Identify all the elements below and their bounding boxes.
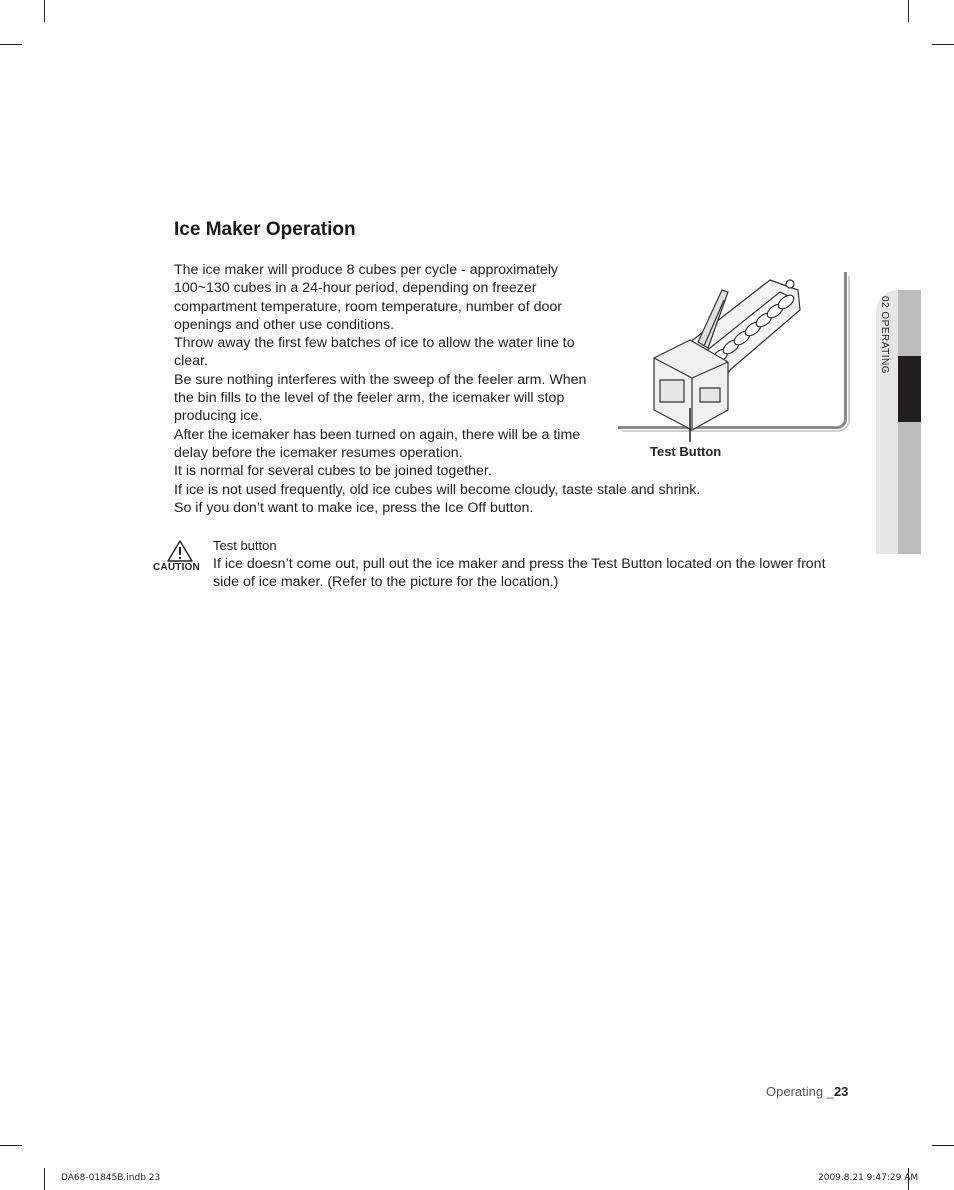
crop-mark: [932, 44, 954, 45]
chapter-tab-strip: [898, 290, 921, 554]
footer-section: Operating _: [766, 1084, 834, 1099]
page-footer: [766, 1084, 848, 1099]
crop-mark: [0, 1145, 22, 1146]
caution-title: Test button: [213, 538, 277, 553]
test-button-label: Test Button: [650, 444, 722, 459]
crop-mark: [0, 44, 22, 45]
paragraph: Be sure nothing interferes with the sweep of the feeler arm. When the bin fills to the level of the feeler arm, the icemaker will stop producing ice.: [174, 371, 587, 425]
crop-mark: [932, 1145, 954, 1146]
paragraph: After the icemaker has been turned on again, there will be a time delay before the icemaker resumes operation.: [174, 426, 581, 461]
page-title: Ice Maker Operation: [174, 219, 356, 240]
crop-mark: [44, 0, 45, 22]
caution-badge: CAUTION: [153, 562, 200, 573]
paragraph: If ice is not used frequently, old ice cubes will become cloudy, taste stale and shrink.: [174, 481, 701, 498]
paragraph: So if you don’t want to make ice, press the Ice Off button.: [174, 499, 534, 516]
paragraph: The ice maker will produce 8 cubes per cycle - approximately 100~130 cubes in a 24-hour period, depending on freezer compartment temperature, room temperature, number of door openings and other use conditions.: [174, 262, 562, 333]
print-slug-right: 2009.8.21 9:47:29 AM: [818, 1173, 919, 1183]
crop-mark: [908, 0, 909, 22]
chapter-tab-label: 02 OPERATING: [879, 296, 890, 375]
chapter-tab-active-marker: [898, 356, 921, 422]
paragraph: Throw away the first few batches of ice to allow the water line to clear.: [174, 335, 575, 370]
page-number: 23: [833, 1084, 849, 1099]
paragraph: It is normal for several cubes to be joined together.: [174, 463, 492, 480]
caution-text: If ice doesn’t come out, pull out the ice maker and press the Test Button located on the lower front side of ice maker. (Refer to the picture for the location.): [213, 556, 826, 591]
print-slug-left: DA68-01845B.indb 23: [61, 1173, 161, 1183]
crop-mark: [44, 1168, 45, 1190]
ice-maker-illustration: [620, 270, 842, 450]
